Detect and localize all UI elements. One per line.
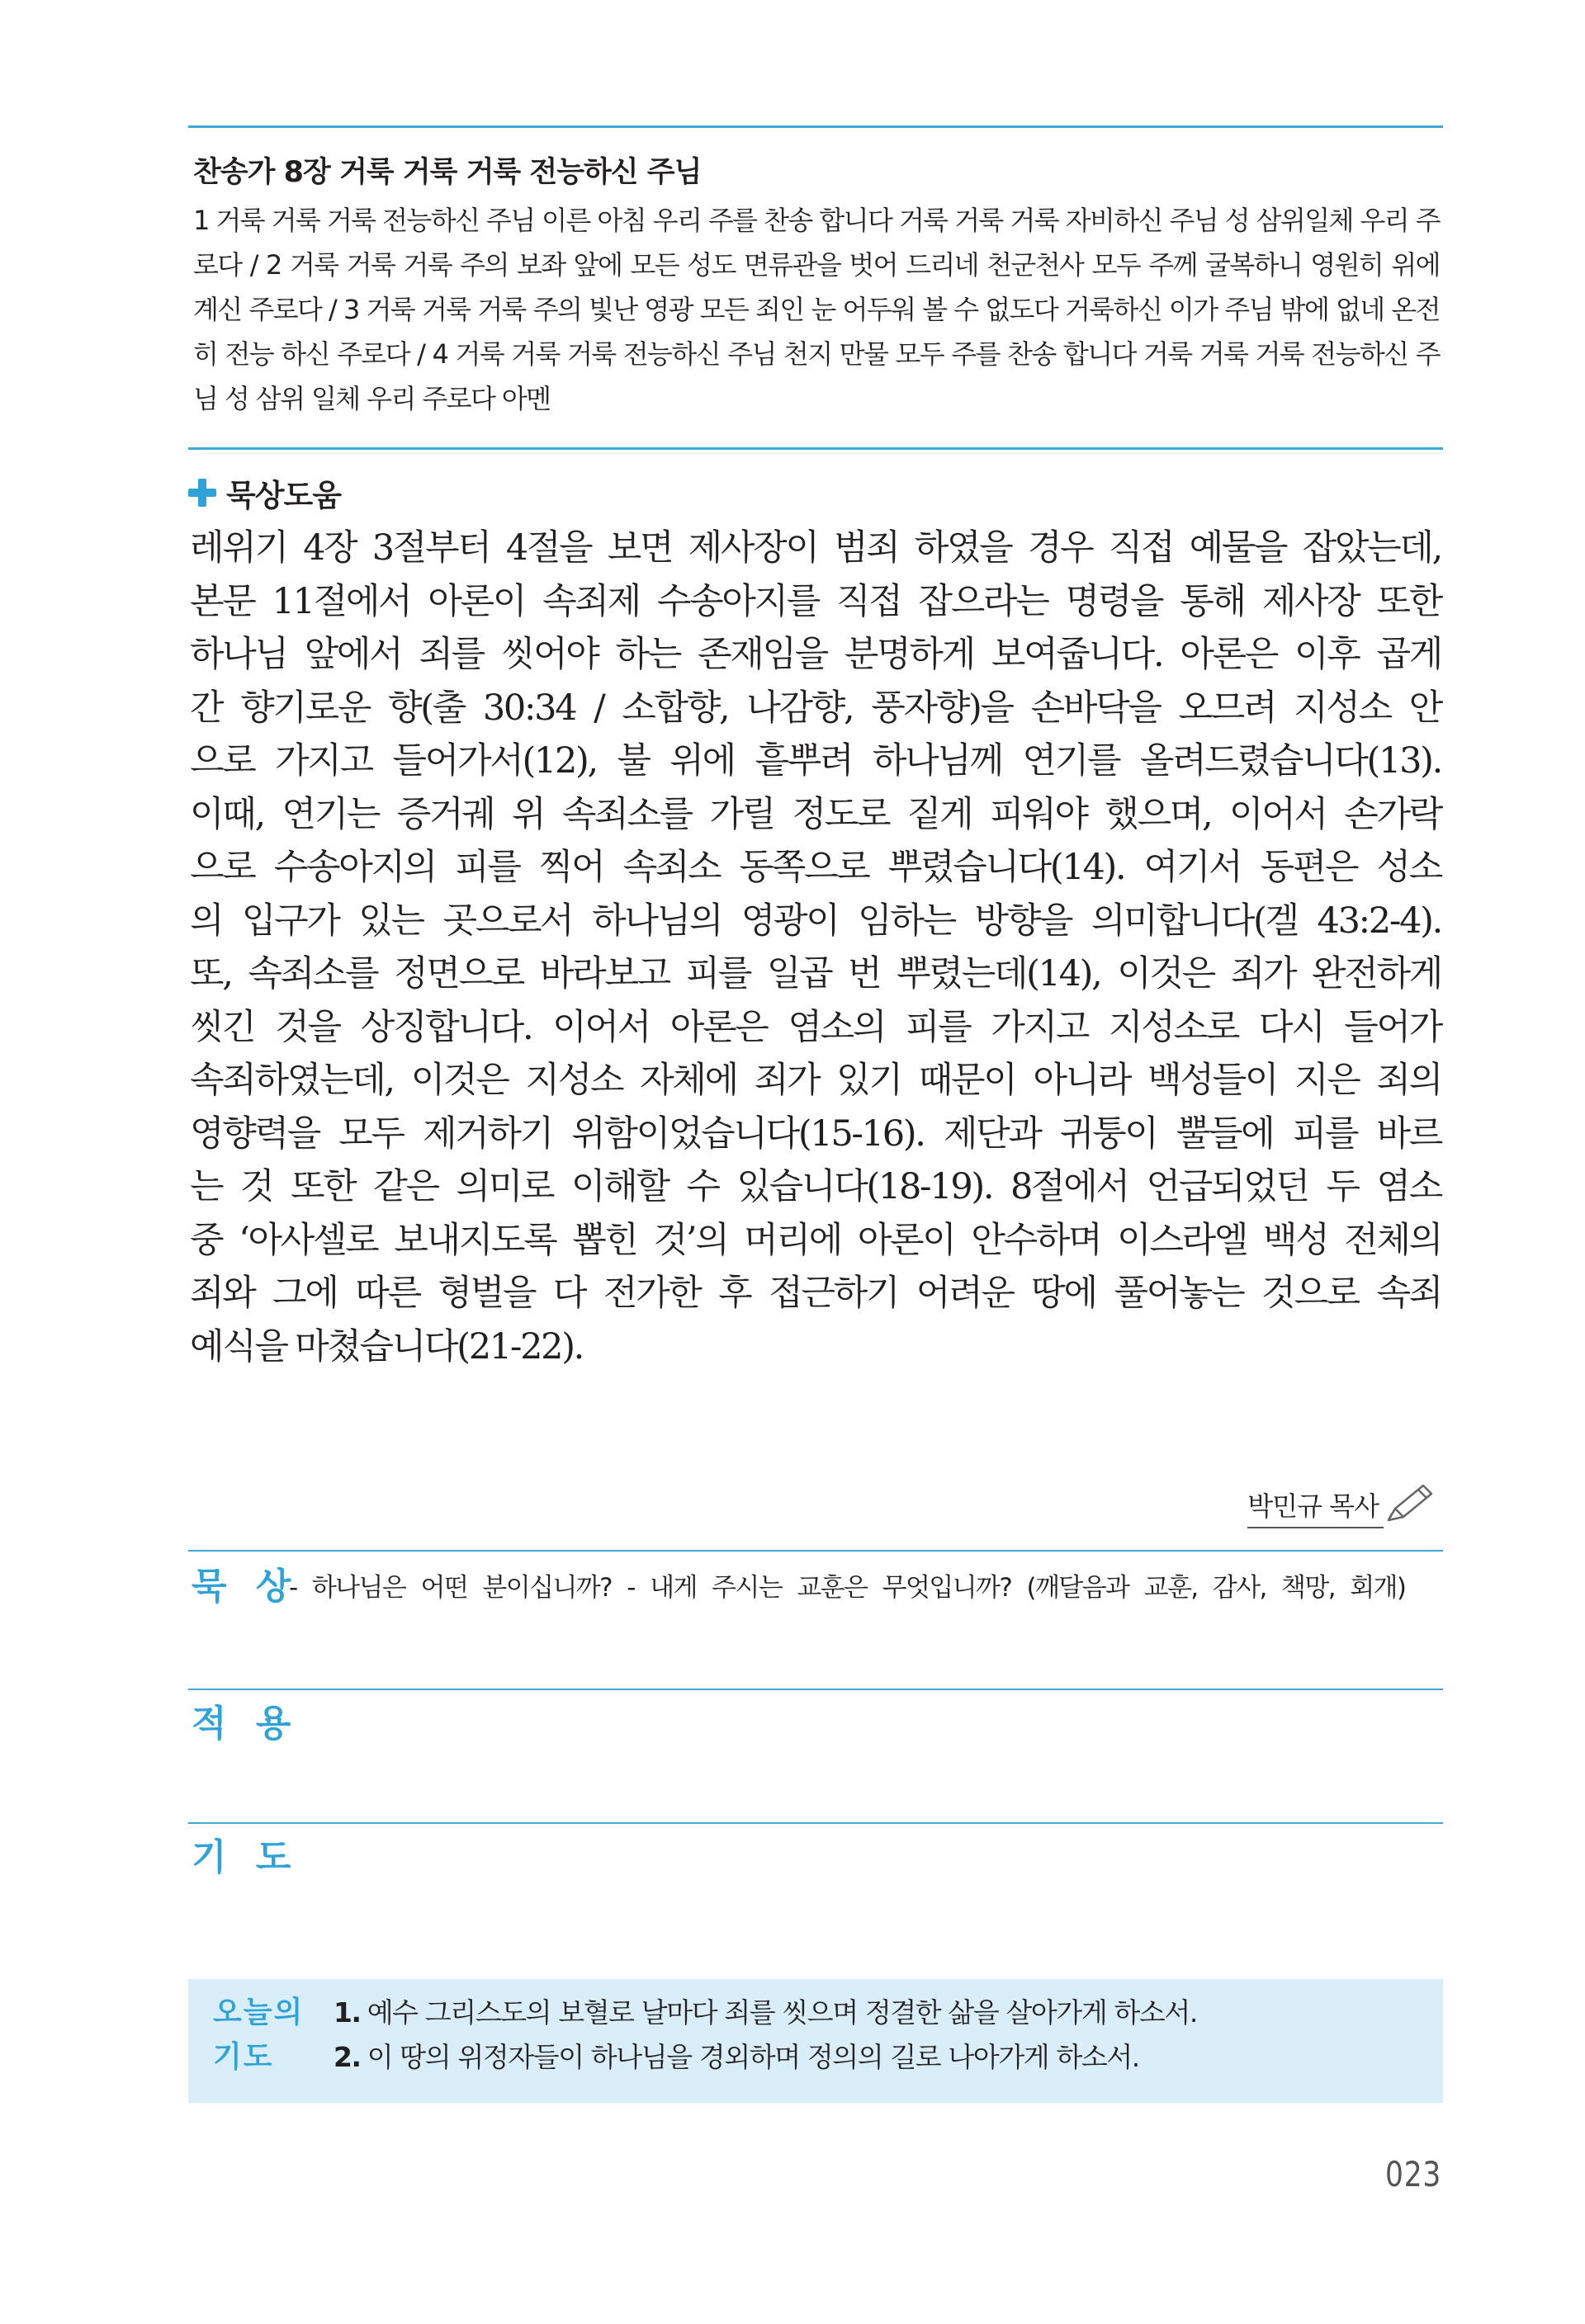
meditate-label: 묵 상: [192, 1566, 300, 1608]
hymn-section: [193, 154, 1440, 421]
body-line: 하나님 앞에서 죄를 씻어야 하는 존재임을 분명하게 보여줍니다. 아론은 이후 곱게: [190, 634, 1441, 675]
pray-label: 기 도: [192, 1836, 300, 1878]
hymn-lyrics: 1 거룩 거룩 거룩 전능하신 주님 이른 아침 우리 주를 찬송 합니다 거룩 거룩 거룩 자비하신 주님 성 삼위일체 우리 주로다 / 2 거룩 거룩 거룩 주의 보좌 앞에 모든 성도 면류관을 벗어 드리네 천군천사 모두 주께 굴복하니 영원히 위에 계신 주로다 / 3 거룩 거룩 거룩 주의 빛난 영광 모든 죄인 눈 어두워 볼 수 없도다 거룩하신 이가 주님 밖에 없네 온전히 전능 하신 주로다 / 4 거룩 거룩 거룩 전능하신 주님 천지 만물 모두 주를 찬송 합니다 거룩 거룩 거룩 전능하신 주님 성 삼위 일체 우리 주로다 아멘: [193, 205, 1440, 414]
body-line: 죄와 그에 따른 형벌을 다 전가한 후 접근하기 어려운 땅에 풀어놓는 것으로 속죄: [190, 1273, 1441, 1314]
meditate-rule: [188, 1550, 1443, 1552]
prayer-item-text: 예수 그리스도의 보혈로 날마다 죄를 씻으며 정결한 삶을 살아가게 하소서.: [367, 1996, 1197, 2029]
todays-prayer-list: [334, 1991, 1197, 2080]
body-line: 예식을 마쳤습니다(21-22).: [190, 1325, 584, 1367]
prayer-item-number: 2.: [334, 2041, 361, 2073]
top-rule: [188, 125, 1443, 128]
apply-rule: [188, 1689, 1443, 1690]
todays-prayer-label-line1: 오늘의: [213, 1996, 305, 2029]
apply-label: 적 용: [192, 1703, 300, 1745]
meditation-help-header: [188, 472, 341, 513]
pray-rule: [188, 1822, 1443, 1824]
meditate-questions: - 하나님은 어떤 분이십니까? - 내게 주시는 교훈은 무엇입니까? (깨달음과 교훈, 감사, 책망, 회개): [289, 1573, 1406, 1603]
hymn-bottom-rule: [188, 447, 1443, 450]
todays-prayer-label-line2: 기도: [213, 2040, 274, 2074]
page-number: 023: [1384, 2154, 1441, 2194]
body-line: 또, 속죄소를 정면으로 바라보고 피를 일곱 번 뿌렸는데(14), 이것은 죄가 완전하게: [190, 953, 1441, 994]
todays-prayer-box: [188, 1979, 1443, 2103]
body-line: 본문 11절에서 아론이 속죄제 수송아지를 직접 잡으라는 명령을 통해 제사장 또한: [190, 580, 1441, 622]
pencil-icon: [1377, 1479, 1436, 1528]
body-line: 영향력을 모두 제거하기 위함이었습니다(15-16). 제단과 귀퉁이 뿔들에 피를 바르: [190, 1112, 1441, 1155]
body-line: 간 향기로운 향(출 30:34 / 소합향, 나감향, 풍자향)을 손바닥을 오므려 지성소 안: [190, 687, 1441, 729]
prayer-item-number: 1.: [334, 1996, 361, 2029]
hymn-title: 찬송가 8장 거룩 거룩 거룩 전능하신 주님: [193, 156, 702, 189]
meditation-help-body: [190, 522, 1441, 1373]
author-signature: [1247, 1479, 1436, 1528]
meditation-help-title: 묵상도움: [226, 478, 341, 513]
body-line: 씻긴 것을 상징합니다. 이어서 아론은 염소의 피를 가지고 지성소로 다시 들어가: [190, 1006, 1441, 1048]
body-line: 중 ‘아사셀로 보내지도록 뽑힌 것’의 머리에 아론이 안수하며 이스라엘 백성 전체의: [190, 1219, 1441, 1261]
body-line: 으로 수송아지의 피를 찍어 속죄소 동쪽으로 뿌렸습니다(14). 여기서 동편은 성소: [190, 847, 1441, 888]
prayer-item-text: 이 땅의 위정자들이 하나님을 경외하며 정의의 길로 나아가게 하소서.: [367, 2041, 1139, 2073]
body-line: 으로 가지고 들어가서(12), 불 위에 흩뿌려 하나님께 연기를 올려드렸습니다(13).: [190, 740, 1441, 782]
body-line: 레위기 4장 3절부터 4절을 보면 제사장이 범죄 하였을 경우 직접 예물을 잡았는데,: [190, 527, 1441, 569]
prayer-item: [334, 2035, 1197, 2080]
body-line: 의 입구가 있는 곳으로서 하나님의 영광이 임하는 방향을 의미합니다(겔 43:2-4).: [190, 900, 1441, 942]
body-line: 속죄하였는데, 이것은 지성소 자체에 죄가 있기 때문이 아니라 백성들이 지은 죄의: [190, 1060, 1441, 1101]
body-line: 는 것 또한 같은 의미로 이해할 수 있습니다(18-19). 8절에서 언급되었던 두 염소: [190, 1166, 1441, 1207]
prayer-item: [334, 1991, 1197, 2035]
todays-prayer-label: [213, 1991, 304, 2080]
author-name: 박민규 목사: [1247, 1486, 1384, 1528]
plus-icon: [188, 479, 216, 507]
body-line: 이때, 연기는 증거궤 위 속죄소를 가릴 정도로 짙게 피워야 했으며, 이어서 손가락: [190, 793, 1441, 835]
